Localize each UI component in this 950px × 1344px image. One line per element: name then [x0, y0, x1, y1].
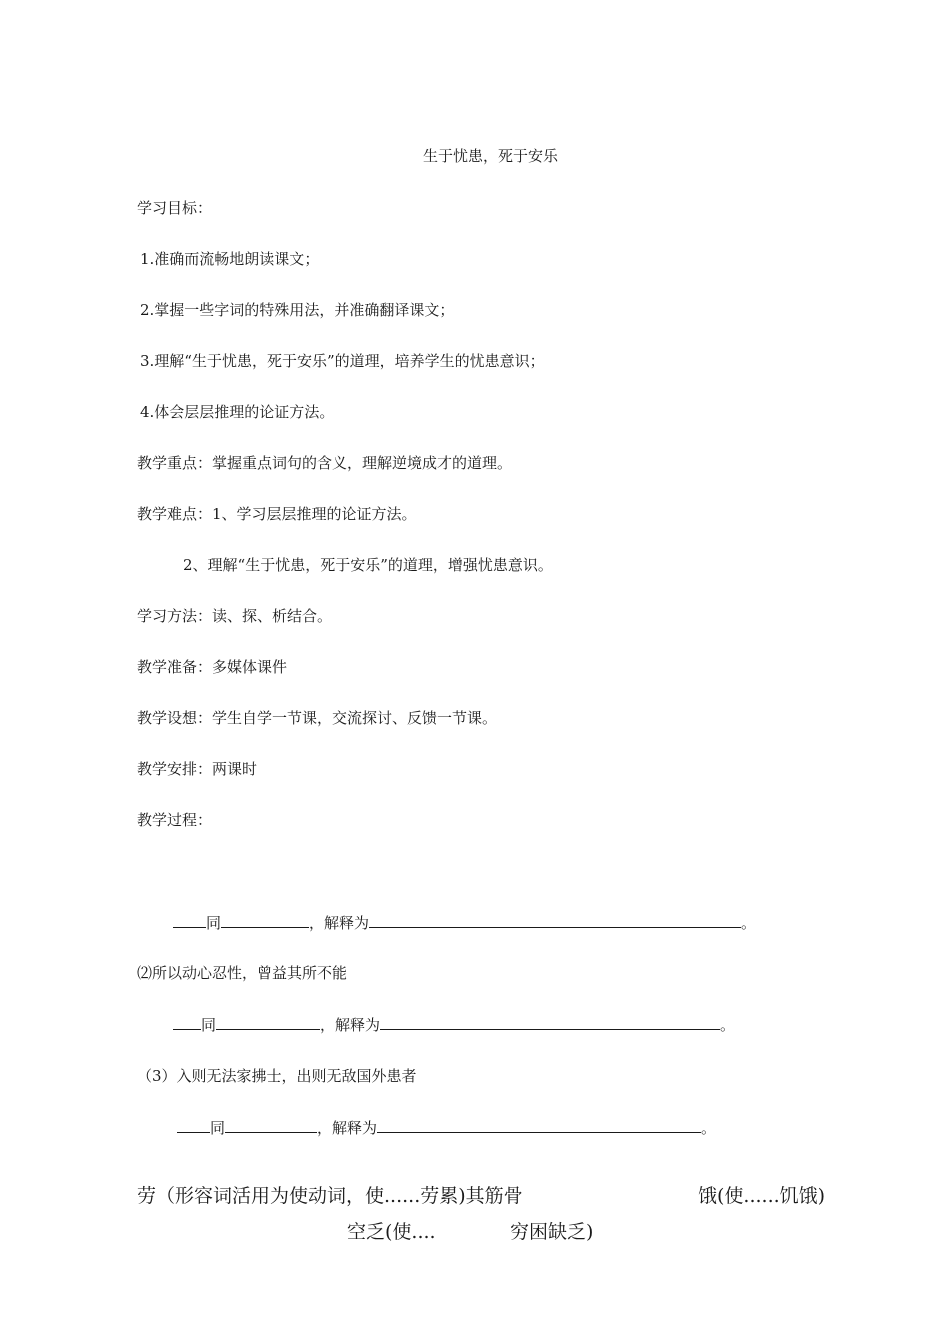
objectives-heading: 学习目标：	[137, 199, 213, 217]
blank-tong[interactable]	[225, 1117, 317, 1133]
explain-label: ，解释为	[309, 914, 370, 932]
blank-char[interactable]	[177, 1117, 210, 1133]
objective-item: 2.掌握一些字词的特殊用法，并准确翻译课文；	[140, 301, 455, 319]
difficulty-2: 2、理解“生于忧患，死于安乐”的道理，增强忧患意识。	[183, 556, 553, 574]
teaching-preparation: 教学准备：多媒体课件	[137, 658, 288, 676]
objective-item: 1.准确而流畅地朗读课文；	[140, 250, 320, 268]
fill-in-row	[177, 1117, 716, 1138]
blank-explain[interactable]	[377, 1117, 701, 1133]
note-kongfa: 空乏(使....	[347, 1221, 436, 1243]
key-point: 教学重点：掌握重点词句的含义，理解逆境成才的道理。	[137, 454, 513, 472]
end-mark: 。	[741, 914, 757, 932]
fill-in-row	[173, 1014, 735, 1035]
difficulty-1: 教学难点：1、学习层层推理的论证方法。	[137, 505, 417, 523]
blank-tong[interactable]	[216, 1014, 320, 1030]
tong-label: 同	[201, 1016, 217, 1034]
teaching-design: 教学设想：学生自学一节课，交流探讨、反馈一节课。	[137, 709, 498, 727]
tong-label: 同	[206, 914, 222, 932]
note-e: 饿(使......饥饿)	[698, 1185, 826, 1207]
teaching-schedule: 教学安排：两课时	[137, 760, 258, 778]
page-title: 生于忧患，死于安乐	[423, 147, 559, 165]
note-lao: 劳（形容词活用为使动词，使......劳累)其筋骨	[137, 1185, 523, 1207]
objective-item: 4.体会层层推理的论证方法。	[140, 403, 335, 421]
objective-item: 3.理解“生于忧患，死于安乐”的道理，培养学生的忧患意识；	[140, 352, 545, 370]
explain-label: ，解释为	[317, 1119, 378, 1137]
teaching-process: 教学过程：	[137, 811, 213, 829]
blank-char[interactable]	[173, 1014, 201, 1030]
note-qiongkun: 穷困缺乏)	[510, 1221, 594, 1243]
blank-explain[interactable]	[380, 1014, 720, 1030]
explain-label: ，解释为	[320, 1016, 381, 1034]
end-mark: 。	[720, 1016, 736, 1034]
fill-in-row	[173, 912, 756, 933]
blank-char[interactable]	[173, 912, 206, 928]
exercise-2: ⑵所以动心忍性，曾益其所不能	[137, 964, 348, 982]
blank-explain[interactable]	[369, 912, 741, 928]
blank-tong[interactable]	[221, 912, 309, 928]
tong-label: 同	[210, 1119, 226, 1137]
end-mark: 。	[701, 1119, 717, 1137]
learning-method: 学习方法：读、探、析结合。	[137, 607, 333, 625]
exercise-3: （3）入则无法家拂士，出则无敌国外患者	[137, 1067, 417, 1085]
